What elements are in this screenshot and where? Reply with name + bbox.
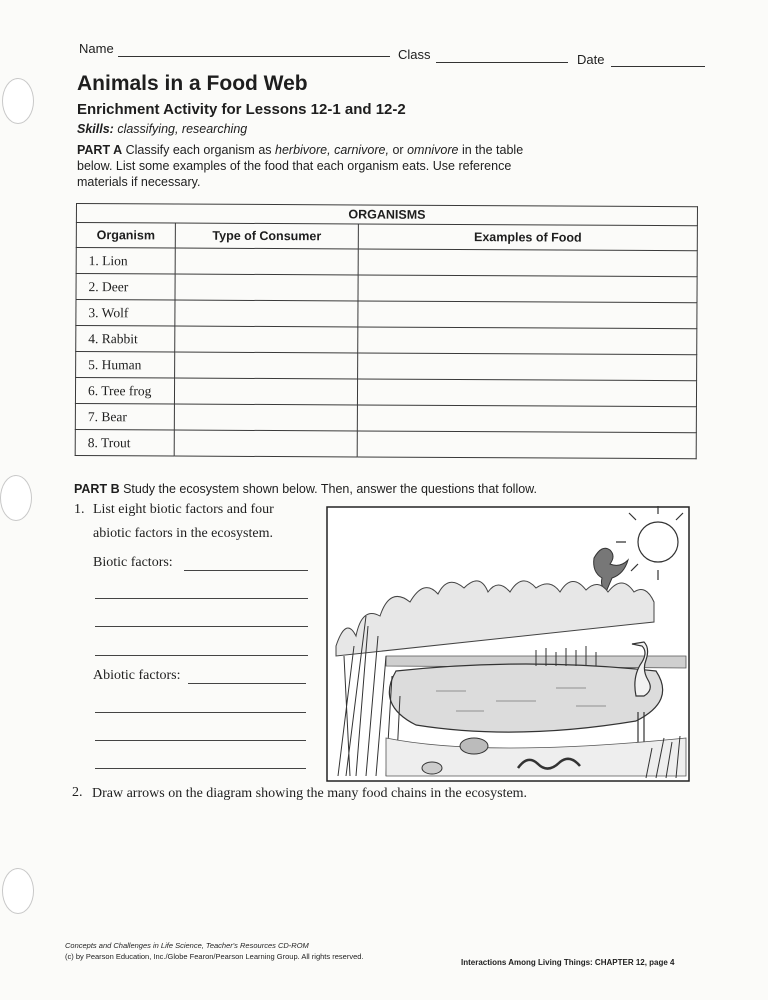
examples-of-food-cell[interactable]: [358, 353, 697, 381]
question-1-number: 1.: [74, 502, 85, 517]
footer-copyright: (c) by Pearson Education, Inc./Globe Fearon/Pearson Learning Group. All rights reserved.: [65, 952, 364, 961]
part-b-intro: [74, 482, 537, 496]
abiotic-answer-line[interactable]: [95, 740, 306, 741]
abiotic-answer-line[interactable]: [95, 768, 306, 769]
footer-source: Concepts and Challenges in Life Science, Teacher's Resources CD-ROM: [65, 941, 309, 950]
part-b-label: PART B: [74, 482, 120, 496]
table-row: [76, 274, 697, 303]
column-header-type-of-consumer: Type of Consumer: [175, 223, 358, 249]
type-of-consumer-cell[interactable]: [175, 300, 358, 327]
examples-of-food-cell[interactable]: [358, 327, 697, 355]
abiotic-answer-line[interactable]: [95, 712, 306, 713]
column-header-organism: Organism: [76, 223, 175, 249]
organism-cell: [75, 429, 174, 456]
organism-name: Bear: [101, 408, 127, 424]
biotic-answer-line[interactable]: [95, 655, 308, 656]
part-a-carnivore: carnivore,: [334, 143, 389, 157]
organism-name: Rabbit: [101, 330, 138, 346]
table-row: [75, 429, 696, 458]
organism-name: Human: [101, 356, 142, 372]
type-of-consumer-cell[interactable]: [174, 404, 357, 431]
table-row: [75, 403, 696, 432]
column-header-examples-of-food: Examples of Food: [358, 224, 697, 251]
part-a-label: PART A: [77, 143, 123, 157]
organism-cell: [76, 248, 175, 275]
type-of-consumer-cell[interactable]: [175, 274, 358, 301]
examples-of-food-cell[interactable]: [357, 405, 696, 433]
class-field[interactable]: [436, 62, 568, 63]
part-a-omnivore: omnivore: [407, 143, 459, 157]
abiotic-factors-label: Abiotic factors:: [93, 668, 181, 683]
mouse-icon: [422, 762, 442, 774]
question-2-text: Draw arrows on the diagram showing the many food chains in the ecosystem.: [92, 786, 528, 801]
organism-number: 5.: [88, 356, 99, 372]
skills-text: classifying, researching: [117, 122, 248, 136]
skills-label: Skills:: [77, 122, 114, 136]
biotic-answer-line[interactable]: [184, 570, 308, 571]
organism-number: 8.: [87, 434, 98, 450]
part-a-instructions: [77, 142, 547, 190]
question-1-line-2: abiotic factors in the ecosystem.: [93, 526, 273, 541]
part-a-herbivore: herbivore,: [275, 143, 331, 157]
binder-hole-middle: [0, 475, 32, 521]
organism-cell: [76, 274, 175, 301]
question-2-number: 2.: [72, 785, 83, 800]
examples-of-food-cell[interactable]: [357, 379, 696, 407]
part-a-text-1: Classify each organism as: [125, 143, 272, 157]
type-of-consumer-cell[interactable]: [175, 352, 358, 379]
organism-number: 3.: [88, 304, 99, 320]
organism-name: Tree frog: [101, 382, 152, 398]
skills-line: [77, 122, 247, 136]
organism-name: Lion: [102, 252, 128, 268]
organism-cell: [76, 352, 175, 379]
organism-name: Deer: [102, 278, 129, 294]
table-row: [76, 326, 697, 355]
organism-number: 2.: [88, 278, 99, 294]
name-field[interactable]: [118, 56, 390, 57]
organisms-table: [75, 203, 698, 459]
ecosystem-illustration[interactable]: [326, 506, 690, 782]
page-subtitle: Enrichment Activity for Lessons 12-1 and 12-2: [77, 101, 406, 118]
class-label: Class: [398, 47, 431, 62]
footer-page-reference: Interactions Among Living Things: CHAPTER 12, page 4: [461, 958, 675, 967]
type-of-consumer-cell[interactable]: [175, 326, 358, 353]
examples-of-food-cell[interactable]: [358, 275, 697, 303]
organism-cell: [75, 403, 174, 430]
pond: [389, 664, 662, 732]
question-1-line-1: List eight biotic factors and four: [93, 502, 274, 517]
examples-of-food-cell[interactable]: [358, 249, 697, 277]
organism-name: Wolf: [101, 304, 129, 320]
organism-number: 7.: [87, 408, 99, 424]
examples-of-food-cell[interactable]: [357, 431, 696, 459]
footer-credit: [65, 940, 364, 962]
type-of-consumer-cell[interactable]: [174, 430, 357, 457]
turtle-icon: [460, 738, 488, 754]
name-label: Name: [79, 41, 114, 56]
table-row: [76, 248, 697, 277]
date-label: Date: [577, 52, 605, 67]
binder-hole-top: [2, 78, 34, 124]
organism-cell: [75, 378, 174, 405]
page-title: Animals in a Food Web: [77, 72, 308, 95]
organism-cell: [76, 326, 175, 353]
binder-hole-bottom: [2, 868, 34, 914]
table-row: [75, 378, 696, 407]
organism-number: 1.: [88, 252, 99, 268]
examples-of-food-cell[interactable]: [358, 301, 697, 329]
type-of-consumer-cell[interactable]: [174, 378, 357, 405]
part-a-text-2: or: [392, 143, 404, 157]
table-row: [76, 300, 697, 329]
abiotic-answer-line[interactable]: [188, 683, 306, 684]
organism-cell: [76, 300, 175, 327]
organism-number: 6.: [87, 382, 99, 398]
date-field[interactable]: [611, 66, 705, 67]
part-b-text: Study the ecosystem shown below. Then, answer the questions that follow.: [123, 482, 537, 496]
biotic-answer-line[interactable]: [95, 626, 308, 627]
part-a-text-3: in the table below. List some examples of the food that each organism eats. Use reference materials if necessary.: [77, 143, 524, 189]
table-row: [76, 352, 697, 381]
table-caption: ORGANISMS: [76, 204, 697, 226]
organism-number: 4.: [88, 330, 99, 346]
organism-name: Trout: [100, 434, 131, 450]
biotic-factors-label: Biotic factors:: [93, 555, 173, 570]
biotic-answer-line[interactable]: [95, 598, 308, 599]
organisms-table-body: [75, 248, 697, 459]
type-of-consumer-cell[interactable]: [175, 248, 358, 275]
